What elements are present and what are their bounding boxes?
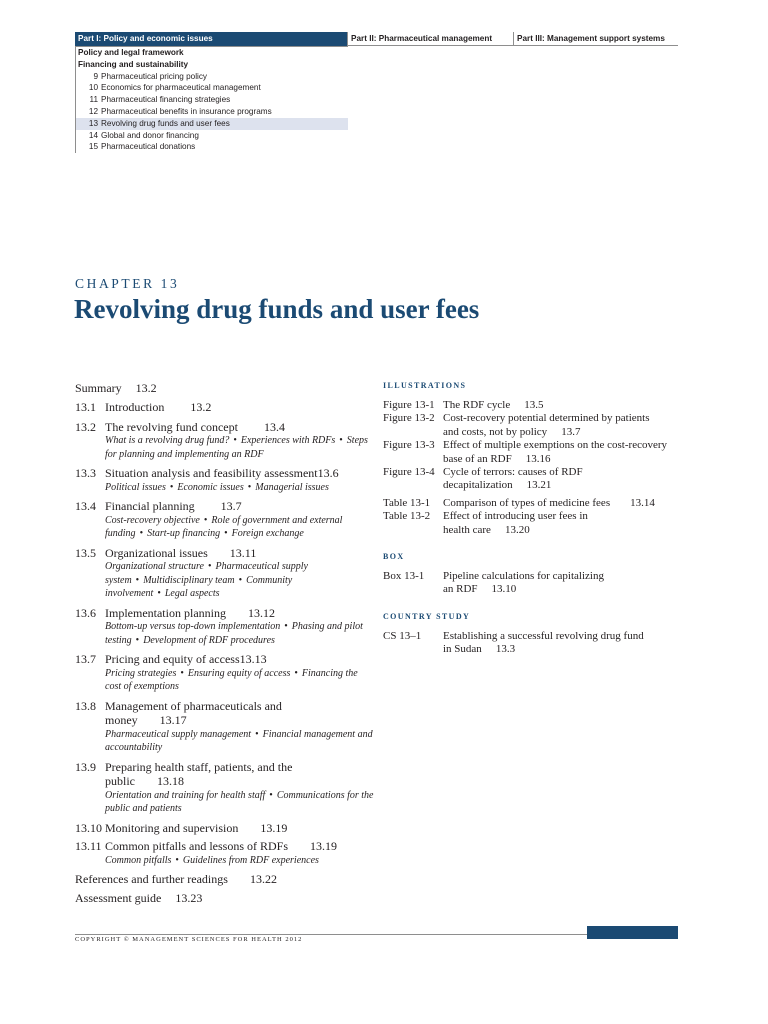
toc-subtopics-13-7: Pricing strategies • Ensuring equity of access • Financing the cost of exemptions [105,667,358,692]
figure-13-2[interactable]: Figure 13-2 Cost-recovery potential determined by patients and costs, not by policy 13.7 [383,412,650,438]
nav-chapter-13-current[interactable]: 13 Revolving drug funds and user fees [76,118,348,130]
toc-section-13-2[interactable]: 13.2 The revolving fund concept 13.4 [75,419,285,434]
table-13-2[interactable]: Table 13-2 Effect of introducing user fees in health care 13.20 [383,510,588,536]
box-13-1[interactable]: Box 13-1 Pipeline calculations for capitalizing an RDF 13.10 [383,570,604,596]
footer-accent-bar [587,926,678,939]
chapter-title: Revolving drug funds and user fees [74,294,480,324]
toc-subtopics-13-8: Pharmaceutical supply management • Financial management and accountability [105,728,373,753]
toc-section-13-8[interactable]: 13.8 Management of pharmaceuticals and money 13.17 [75,698,282,727]
toc-section-13-3[interactable]: 13.3 Situation analysis and feasibility assessment13.6 [75,466,339,480]
toc-section-13-10[interactable]: 13.10 Monitoring and supervision 13.19 [75,820,288,835]
country-study-heading: COUNTRY STUDY [383,611,471,621]
tab-part-2[interactable]: Part II: Pharmaceutical management [347,32,513,46]
chapter-label: CHAPTER 13 [75,276,180,291]
nav-chapter-11[interactable]: 11 Pharmaceutical financing strategies [89,95,231,105]
nav-chapter-12[interactable]: 12 Pharmaceutical benefits in insurance programs [88,106,272,116]
table-13-1[interactable]: Table 13-1 Comparison of types of medicine fees 13.14 [383,496,655,509]
figure-13-1[interactable]: Figure 13-1 The RDF cycle 13.5 [383,399,544,411]
toc-section-13-6[interactable]: 13.6 Implementation planning 13.12 [75,605,275,620]
toc-subtopics-13-3: Political issues • Economic issues • Managerial issues [105,481,329,493]
part-navigation [75,32,678,46]
nav-section-financing[interactable]: Financing and sustainability [78,59,189,69]
toc-section-13-7[interactable]: 13.7 Pricing and equity of access13.13 [75,652,267,666]
figure-13-3[interactable]: Figure 13-3 Effect of multiple exemptions on the cost-recovery base of an RDF 13.16 [383,439,668,465]
toc-assessment-guide[interactable]: Assessment guide 13.23 [75,891,203,905]
toc-section-13-11[interactable]: 13.11 Common pitfalls and lessons of RDFs 13.19 [75,839,338,853]
toc-section-13-9[interactable]: 13.9 Preparing health staff, patients, and the public 13.18 [75,759,293,788]
footer-copyright: COPYRIGHT © MANAGEMENT SCIENCES FOR HEALTH 2012 [75,936,303,943]
toc-subtopics-13-6: Bottom-up versus top-down implementation • Phasing and pilot testing • Development of RDF procedures [105,621,363,646]
nav-chapter-15[interactable]: 15 Pharmaceutical donations [88,142,196,152]
toc-section-13-1[interactable]: 13.1 Introduction 13.2 [75,400,212,414]
toc-subtopics-13-5: Organizational structure • Pharmaceutical supply system • Multidisciplinary team • Community involvement • Legal aspects [105,561,308,599]
tab-part-1[interactable]: Part I: Policy and economic issues [75,32,347,46]
nav-chapter-14[interactable]: 14 Global and donor financing [88,130,199,140]
figure-13-4[interactable]: Figure 13-4 Cycle of terrors: causes of RDF decapitalization 13.21 [383,466,583,492]
toc-summary[interactable]: Summary 13.2 [75,381,157,395]
toc-references[interactable]: References and further readings 13.22 [75,872,277,886]
nav-section-policy[interactable]: Policy and legal framework [76,46,348,59]
toc-subtopics-13-4: Cost-recovery objective • Role of government and external funding • Start-up financing • Foreign exchange [105,514,343,539]
illustrations-heading: ILLUSTRATIONS [383,381,467,390]
toc-subtopics-13-11: Common pitfalls • Guidelines from RDF experiences [105,854,319,866]
chapter-contents [75,381,375,905]
toc-subtopics-13-2: What is a revolving drug fund? • Experiences with RDFs • Steps for planning and implementing an RDF [105,435,368,460]
nav-chapter-10[interactable]: 10 Economics for pharmaceutical management [88,83,261,93]
toc-section-13-4[interactable]: 13.4 Financial planning 13.7 [75,499,242,513]
toc-section-13-5[interactable]: 13.5 Organizational issues 13.11 [75,545,257,560]
toc-subtopics-13-9: Orientation and training for health staff • Communications for the public and patients [105,789,374,814]
nav-chapter-9[interactable]: 9 Pharmaceutical pricing policy [93,71,208,81]
country-study-13-1[interactable]: CS 13–1 Establishing a successful revolving drug fund in Sudan 13.3 [383,629,644,656]
box-heading: BOX [383,552,405,562]
illustrations-panel [383,380,683,657]
part-1-submenu [75,46,348,153]
tab-part-3[interactable]: Part III: Management support systems [513,32,678,46]
